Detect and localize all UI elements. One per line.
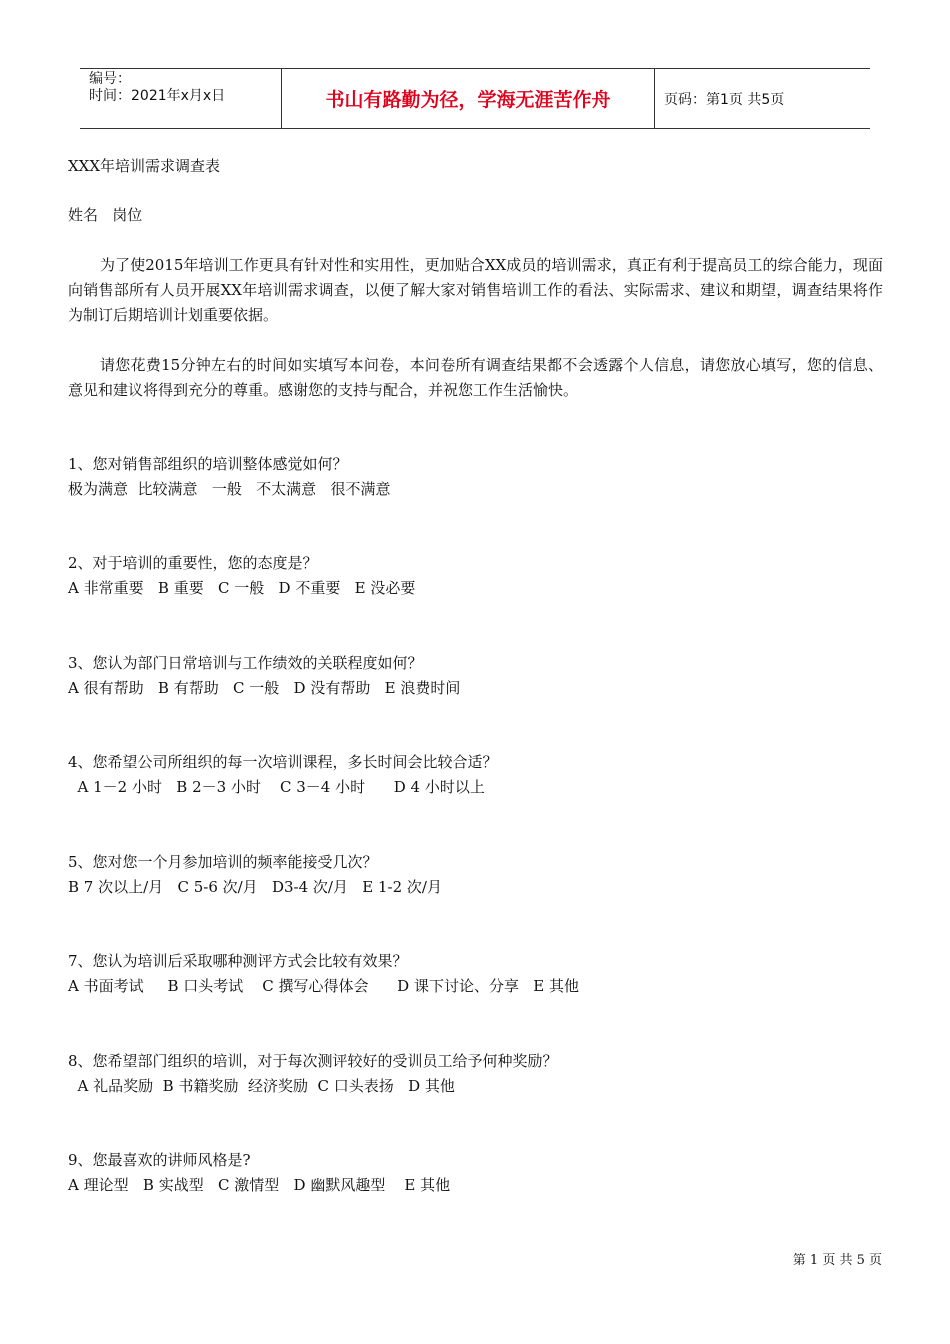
page-header <box>80 68 870 129</box>
date-line: 时间：2021年x月x日 <box>89 88 226 104</box>
doc-title: XXX年培训需求调查表 <box>68 157 221 175</box>
page-footer: 第 1 页 共 5 页 <box>792 1253 882 1268</box>
answer-options-3: A 很有帮助 B 有帮助 C 一般 D 没有帮助 E 浪费时间 <box>68 679 461 697</box>
intro-paragraph: 为了使2015年培训工作更具有针对性和实用性，更加贴合XX成员的培训需求，真正有利于提高员工的综合能力，现面向销售部所有人员开展XX年培训需求调查，以便了解大家对销售培训工作的看法、实际需求、建议和期望，调查结果将作为制订后期培训计划重要依据。 <box>68 256 883 324</box>
question-9: 9、您最喜欢的讲师风格是? <box>68 1151 251 1169</box>
header-meta <box>80 69 282 128</box>
answer-options-2: A 非常重要 B 重要 C 一般 D 不重要 E 没必要 <box>68 579 416 597</box>
header-page-info: 页码：第1页 共5页 <box>664 91 785 108</box>
number-label: 编号： <box>89 71 131 87</box>
question-5: 5、您对您一个月参加培训的频率能接受几次？ <box>68 853 378 871</box>
question-8: 8、您希望部门组织的培训，对于每次测评较好的受训员工给予何种奖励？ <box>68 1052 558 1070</box>
header-slogan: 书山有路勤为径，学海无涯苦作舟 <box>282 69 655 128</box>
answer-options-5: B 7 次以上/月 C 5-6 次/月 D3-4 次/月 E 1-2 次/月 <box>68 878 442 896</box>
question-1: 1、您对销售部组织的培训整体感觉如何？ <box>68 455 348 473</box>
answer-options-8: A 礼品奖励 B 书籍奖励 经济奖励 C 口头表扬 D 其他 <box>68 1077 455 1095</box>
note-paragraph: 请您花费15分钟左右的时间如实填写本问卷，本问卷所有调查结果都不会透露个人信息，请您放心填写，您的信息、意见和建议将得到充分的尊重。感谢您的支持与配合，并祝您工作生活愉快。 <box>68 356 883 399</box>
answer-options-7: A 书面考试 B 口头考试 C 撰写心得体会 D 课下讨论、分享 E 其他 <box>68 977 579 995</box>
question-2: 2、对于培训的重要性，您的态度是？ <box>68 554 318 572</box>
answer-options-4: A 1－2 小时 B 2－3 小时 C 3－4 小时 D 4 小时以上 <box>68 778 485 796</box>
question-7: 7、您认为培训后采取哪种测评方式会比较有效果？ <box>68 952 408 970</box>
name-position-line: 姓名 岗位 <box>68 206 143 224</box>
question-4: 4、您希望公司所组织的每一次培训课程，多长时间会比较合适？ <box>68 753 498 771</box>
answer-options-1: 极为满意 比较满意 一般 不太满意 很不满意 <box>68 480 391 498</box>
question-3: 3、您认为部门日常培训与工作绩效的关联程度如何？ <box>68 654 423 672</box>
answer-options-9: A 理论型 B 实战型 C 激情型 D 幽默风趣型 E 其他 <box>68 1176 451 1194</box>
